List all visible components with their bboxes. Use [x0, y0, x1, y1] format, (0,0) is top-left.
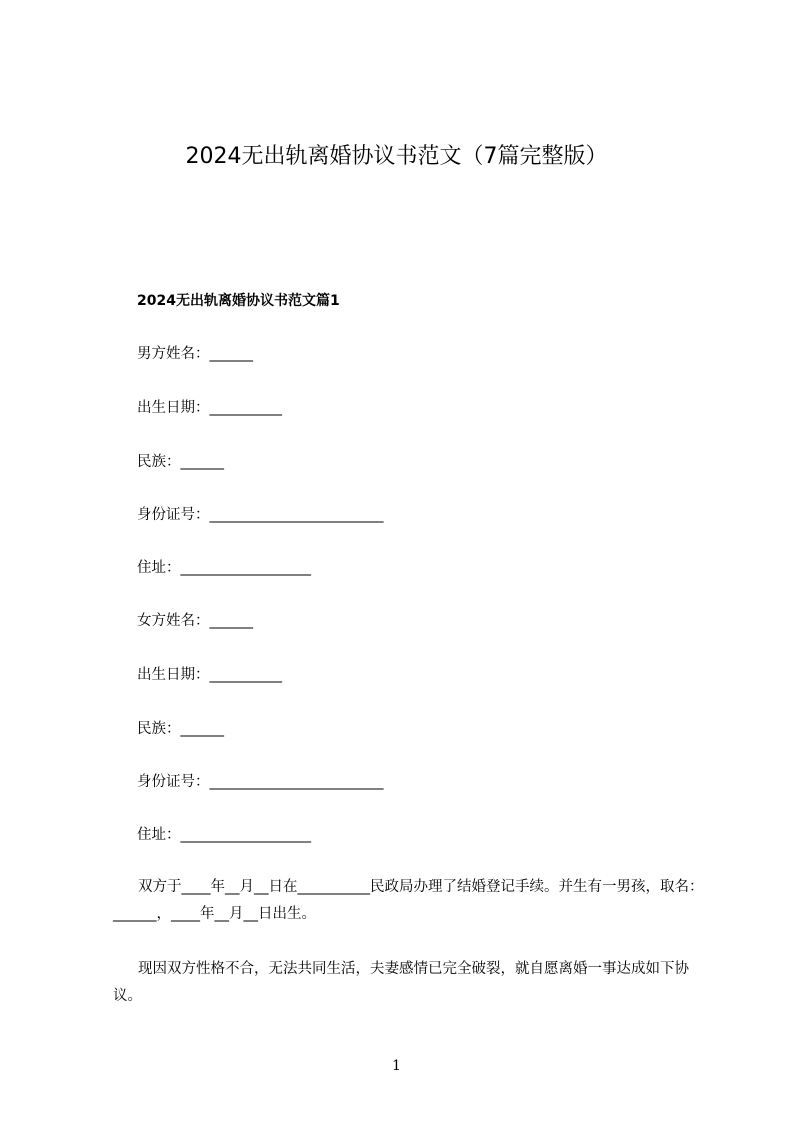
field-female-birth-date: 出生日期：__________: [137, 667, 282, 683]
field-male-birth-date: 出生日期：__________: [137, 400, 282, 416]
paragraph-marriage-info: 双方于____年__月__日在__________民政局办理了结婚登记手续。并生有一男孩，取名：______，____年__月__日出生。: [113, 879, 704, 922]
field-male-address: 住址：__________________: [137, 560, 311, 576]
section-heading: 2024无出轨离婚协议书范文篇1: [137, 293, 340, 309]
field-female-name: 女方姓名：______: [137, 613, 253, 629]
field-male-id-number: 身份证号：________________________: [137, 507, 384, 523]
field-male-name: 男方姓名：______: [137, 346, 253, 362]
paragraph-divorce-reason: 现因双方性格不合，无法共同生活，夫妻感情已完全破裂，就自愿离婚一事达成如下协议。: [113, 961, 689, 1004]
field-female-id-number: 身份证号：________________________: [137, 774, 384, 790]
page-title: 2024无出轨离婚协议书范文（7篇完整版）: [185, 144, 608, 169]
field-male-ethnicity: 民族：______: [137, 454, 224, 470]
page-number: 1: [392, 1058, 401, 1074]
field-female-address: 住址：__________________: [137, 827, 311, 843]
field-female-ethnicity: 民族：______: [137, 721, 224, 737]
